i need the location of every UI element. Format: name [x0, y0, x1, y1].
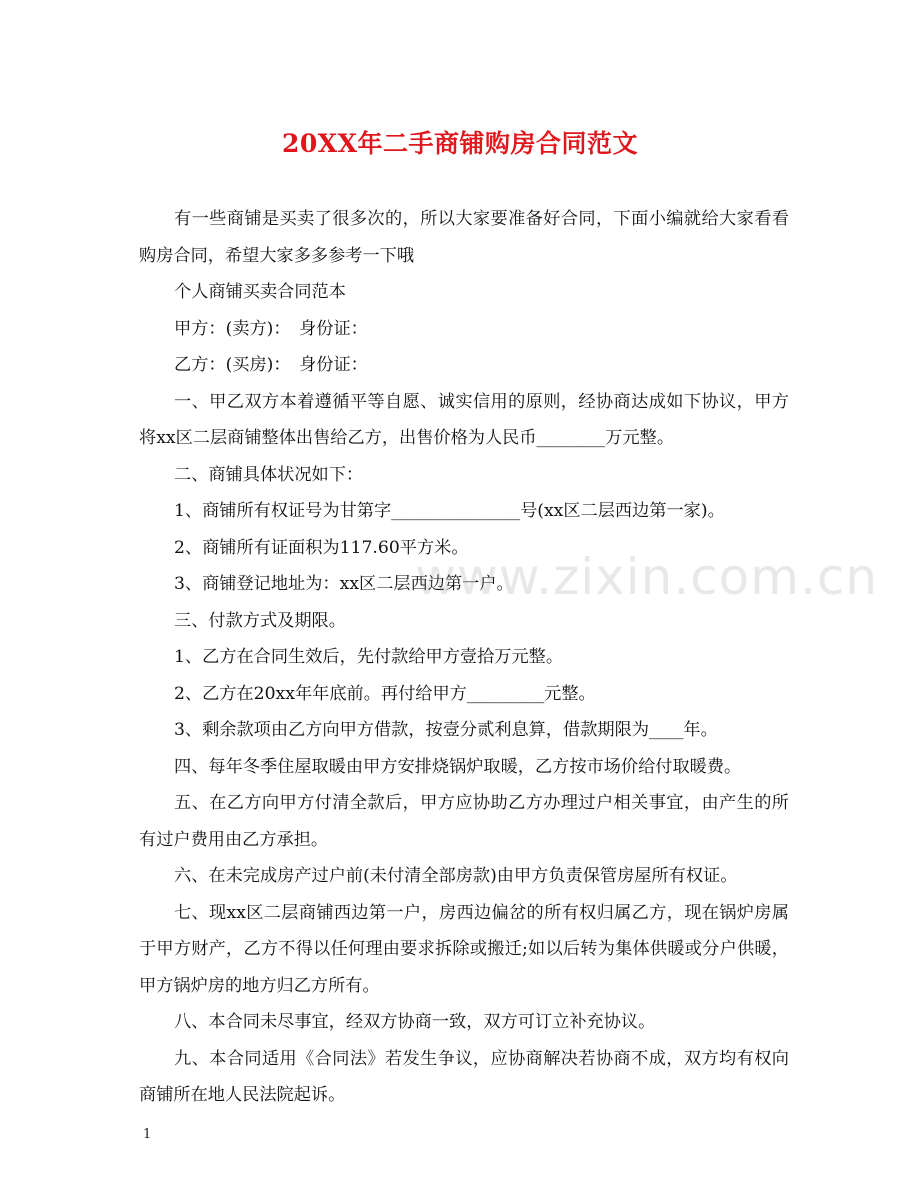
paragraph: 有一些商铺是买卖了很多次的，所以大家要准备好合同，下面小编就给大家看看购房合同，希望大家多多参考一下哦: [139, 209, 789, 266]
paragraph: 甲方：(卖方)： 身份证：: [174, 318, 368, 339]
paragraph: 2、乙方在20xx年年底前。再付给甲方_________元整。: [174, 683, 596, 704]
paragraph: 七、现xx区二层商铺西边第一户，房西边偏岔的所有权归属乙方，现在锅炉房属于甲方财产，乙方不得以任何理由要求拆除或搬迁;如以后转为集体供暖或分户供暖，甲方锅炉房的地方归乙方所有。: [139, 902, 789, 996]
paragraph: 一、甲乙双方本着遵循平等自愿、诚实信用的原则，经协商达成如下协议，甲方将xx区二层商铺整体出售给乙方，出售价格为人民币________万元整。: [139, 391, 789, 448]
paragraph: 乙方：(买房)： 身份证：: [174, 355, 368, 375]
paragraph: 3、商铺登记地址为：xx区二层西边第一户。: [174, 574, 514, 594]
watermark: www.zixin.com.cn: [415, 548, 879, 606]
paragraph: 三、付款方式及期限。: [174, 610, 346, 631]
paragraph: 个人商铺买卖合同范本: [174, 282, 346, 302]
paragraph: 九、本合同适用《合同法》若发生争议，应协商解决若协商不成，双方均有权向商铺所在地人民法院起诉。: [139, 1048, 789, 1105]
paragraph: 六、在未完成房产过户前(未付清全部房款)由甲方负责保管房屋所有权证。: [174, 866, 738, 886]
document-body: [139, 201, 789, 1114]
paragraph: 2、商铺所有证面积为117.60平方米。: [174, 537, 469, 558]
page-number: 1: [143, 1127, 152, 1142]
paragraph: 八、本合同未尽事宜，经双方协商一致，双方可订立补充协议。: [174, 1012, 656, 1032]
paragraph: 二、商铺具体状况如下：: [174, 464, 364, 485]
paragraph: 五、在乙方向甲方付清全款后，甲方应协助乙方办理过户相关事宜，由产生的所有过户费用由乙方承担。: [139, 793, 789, 850]
paragraph: 1、乙方在合同生效后，先付款给甲方壹拾万元整。: [174, 647, 564, 667]
paragraph: 1、商铺所有权证号为甘第字_______________号(xx区二层西边第一家)。: [174, 501, 725, 521]
paragraph: 3、剩余款项由乙方向甲方借款，按壹分贰利息算，借款期限为____年。: [174, 720, 718, 740]
document-title: 20XX年二手商铺购房合同范文: [281, 129, 639, 158]
paragraph: 四、每年冬季住屋取暖由甲方安排烧锅炉取暖，乙方按市场价给付取暖费。: [174, 756, 742, 777]
